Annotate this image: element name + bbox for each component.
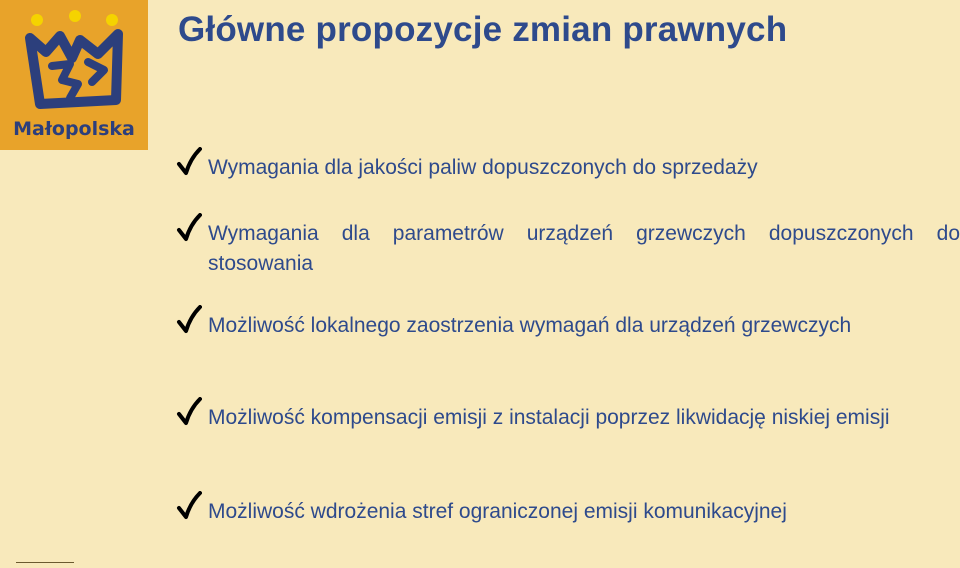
bullet-item bbox=[176, 153, 960, 183]
bullet-text: Możliwość wdrożenia stref ograniczonej emisji komunikacyjnej bbox=[208, 500, 787, 523]
crown-inner-stroke bbox=[52, 64, 78, 98]
crown-dot-middle bbox=[69, 10, 81, 22]
crown-dot-left bbox=[31, 14, 43, 26]
bullet-text: Wymagania dla parametrów urządzeń grzewczych dopuszczonych do stosowania bbox=[208, 222, 960, 275]
bullet-list bbox=[176, 0, 960, 568]
crown-dot-right bbox=[106, 14, 118, 26]
crown-icon bbox=[0, 0, 148, 120]
crown-inner-stroke-right bbox=[88, 62, 104, 82]
page-title: Główne propozycje zmian prawnych bbox=[178, 10, 788, 49]
logo-text: Małopolska bbox=[13, 118, 135, 140]
check-icon bbox=[176, 147, 202, 177]
check-icon bbox=[176, 491, 202, 521]
bullet-item bbox=[176, 311, 960, 341]
bullet-item bbox=[176, 497, 960, 527]
check-icon bbox=[176, 213, 202, 243]
malopolska-logo bbox=[0, 0, 148, 150]
footer-divider bbox=[16, 562, 74, 563]
check-icon bbox=[176, 305, 202, 335]
bullet-text: Wymagania dla jakości paliw dopuszczonych do sprzedaży bbox=[208, 156, 758, 179]
bullet-text: Możliwość lokalnego zaostrzenia wymagań dla urządzeń grzewczych bbox=[208, 314, 852, 337]
check-icon bbox=[176, 397, 202, 427]
bullet-item bbox=[176, 219, 960, 279]
bullet-text: Możliwość kompensacji emisji z instalacji poprzez likwidację niskiej emisji bbox=[208, 406, 890, 429]
bullet-item bbox=[176, 403, 960, 433]
